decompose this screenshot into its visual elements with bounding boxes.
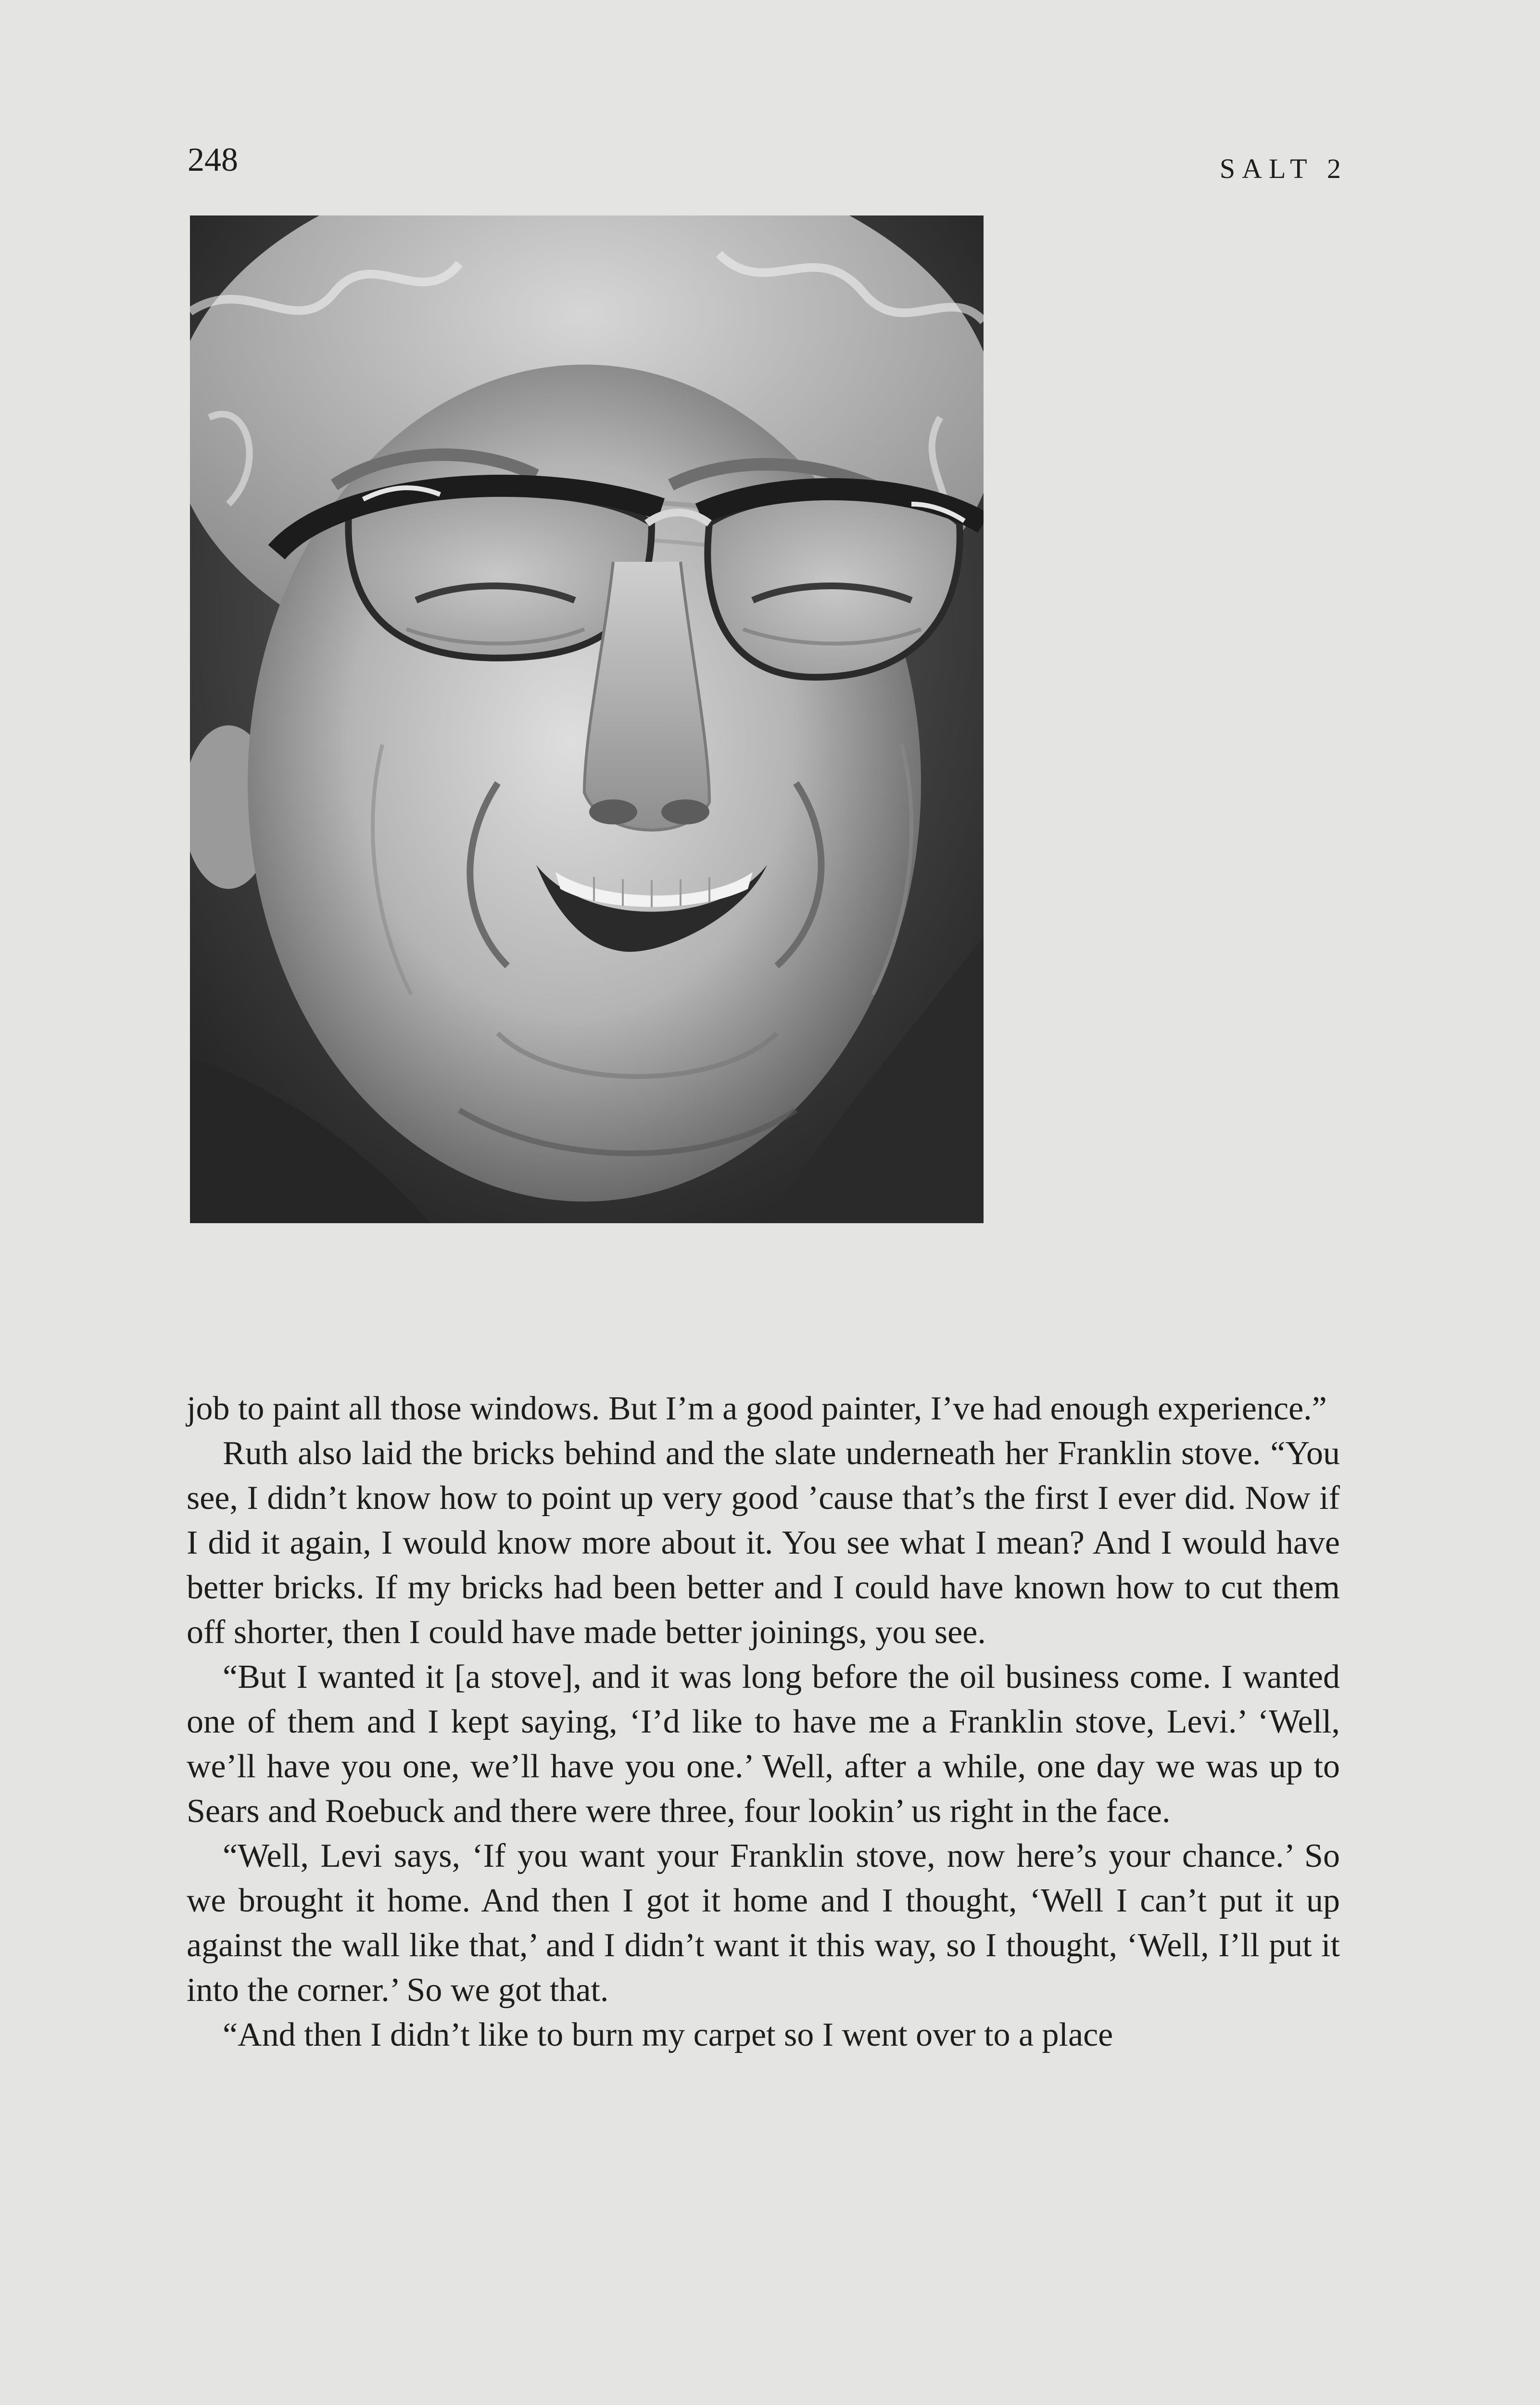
paragraph: “Well, Levi says, ‘If you want your Franklin stove, now here’s your chance.’ So we brought it home. And then I got it home and I thought, ‘Well I can’t put it up against the wall like that,’ and I didn’t want it this way, so I thought, ‘Well, I’ll put it into the corner.’ So we got that. xyxy=(187,1837,1340,2009)
portrait-photo-icon xyxy=(190,215,984,1223)
running-head: SALT 2 xyxy=(1219,153,1348,184)
page-number: 248 xyxy=(188,141,238,178)
paragraph: job to paint all those windows. But I’m a good painter, I’ve had enough experience.” xyxy=(187,1390,1327,1427)
body-text xyxy=(187,1386,1340,2057)
paragraph: “And then I didn’t like to burn my carpet so I went over to a place xyxy=(223,2016,1113,2053)
paragraph: “But I wanted it [a stove], and it was long before the oil business come. I wanted one of them and I kept saying, ‘I’d like to have me a Franklin stove, Levi.’ ‘Well, we’ll have you one, we’ll have you one.’ Well, after a while, one day we was up to Sears and Roebuck and there were three, four lookin’ us right in the face. xyxy=(187,1658,1340,1830)
paragraph: Ruth also laid the bricks behind and the slate underneath her Franklin stove. “You see, I didn’t know how to point up very good ’cause that’s the first I ever did. Now if I did it again, I would know more about it. You see what I mean? And I would have better bricks. If my bricks had been better and I could have known how to cut them off shorter, then I could have made better joinings, you see. xyxy=(187,1435,1340,1651)
portrait-photo xyxy=(190,215,984,1223)
